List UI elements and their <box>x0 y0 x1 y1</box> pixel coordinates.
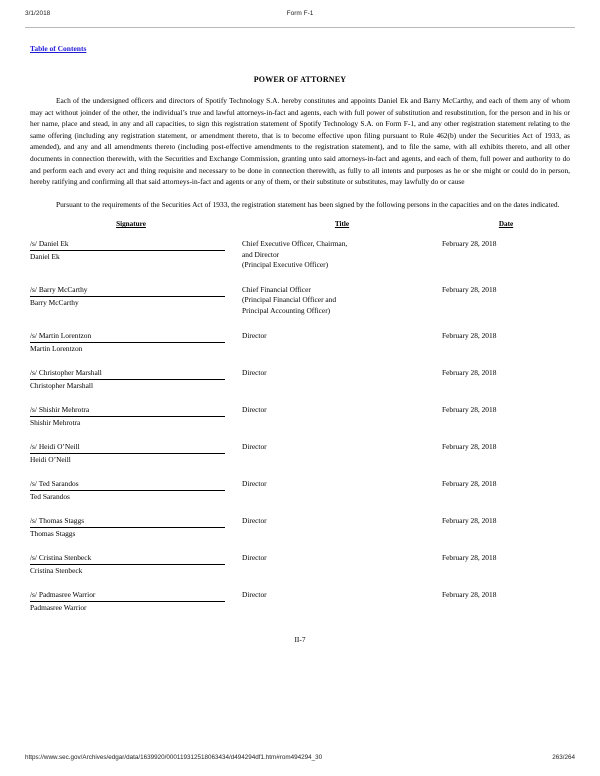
table-row <box>30 516 570 539</box>
signature-cell <box>30 368 232 391</box>
title-line: Director <box>242 441 267 451</box>
table-row-spacer <box>30 502 570 516</box>
date-cell: February 28, 2018 <box>442 330 497 340</box>
signature-script: /s/ Thomas Staggs <box>30 515 85 525</box>
print-header <box>25 10 575 24</box>
signature-line <box>30 601 225 602</box>
date-cell: February 28, 2018 <box>442 441 497 451</box>
table-row-spacer <box>30 576 570 590</box>
paragraph-securities-act: Pursuant to the requirements of the Securities Act of 1933, the registration statement has been signed by the following persons in the capacities and on the dates indicated. <box>56 199 560 209</box>
table-row-spacer <box>30 317 570 331</box>
column-gap <box>232 331 242 354</box>
signature-line <box>30 296 225 297</box>
signatory-name: Heidi O’Neill <box>30 454 71 464</box>
title-line: Director <box>242 330 267 340</box>
table-row <box>30 479 570 502</box>
date-cell: February 28, 2018 <box>442 515 497 525</box>
signature-script: /s/ Christopher Marshall <box>30 367 102 377</box>
document-page <box>30 38 570 644</box>
signature-line <box>30 527 225 528</box>
signature-script: /s/ Daniel Ek <box>30 238 69 248</box>
title-cell <box>242 331 442 354</box>
signatory-name: Ted Sarandos <box>30 491 70 501</box>
title-line: (Principal Financial Officer and <box>242 295 337 305</box>
title-line: Director <box>242 552 267 562</box>
print-footer-url: https://www.sec.gov/Archives/edgar/data/1639920/000119312518063434/d494294df1.htm#rom494294_30 <box>25 754 323 761</box>
signature-script: /s/ Shishir Mehrotra <box>30 404 90 414</box>
column-gap <box>232 516 242 539</box>
column-header-signature: Signature <box>116 220 146 229</box>
signature-script: /s/ Cristina Stenbeck <box>30 552 92 562</box>
table-row-spacer <box>30 271 570 285</box>
header-divider <box>25 27 575 28</box>
signatory-name: Martin Lorentzon <box>30 343 83 353</box>
title-line: Principal Accounting Officer) <box>242 305 331 315</box>
date-cell: February 28, 2018 <box>442 238 497 248</box>
signature-cell <box>30 516 232 539</box>
column-gap <box>232 368 242 391</box>
date-cell: February 28, 2018 <box>442 367 497 377</box>
signature-script: /s/ Heidi O’Neill <box>30 441 80 451</box>
column-gap <box>232 479 242 502</box>
column-header-gap <box>232 219 242 239</box>
table-row <box>30 331 570 354</box>
title-cell <box>242 368 442 391</box>
column-gap <box>232 285 242 317</box>
signature-table <box>30 219 570 612</box>
signature-line <box>30 342 225 343</box>
signature-script: /s/ Padmasree Warrior <box>30 589 96 599</box>
signatory-name: Shishir Mehrotra <box>30 417 81 427</box>
signature-cell <box>30 331 232 354</box>
signature-script: /s/ Martin Lorentzon <box>30 330 92 340</box>
column-gap <box>232 442 242 465</box>
table-row <box>30 590 570 613</box>
signature-cell <box>30 405 232 428</box>
signature-table-body <box>30 239 570 613</box>
page-title: POWER OF ATTORNEY <box>253 75 347 84</box>
table-row <box>30 285 570 317</box>
title-line: Director <box>242 404 267 414</box>
print-footer <box>25 754 575 766</box>
signature-cell <box>30 239 232 271</box>
date-cell: February 28, 2018 <box>442 404 497 414</box>
table-row <box>30 368 570 391</box>
signature-line <box>30 416 225 417</box>
signatory-name: Padmasree Warrior <box>30 602 87 612</box>
column-header-title: Title <box>334 220 350 229</box>
date-cell: February 28, 2018 <box>442 589 497 599</box>
column-gap <box>232 405 242 428</box>
signature-cell <box>30 553 232 576</box>
table-row-spacer <box>30 354 570 368</box>
signature-line <box>30 490 225 491</box>
column-gap <box>232 553 242 576</box>
page-number: II-7 <box>294 634 306 644</box>
date-cell: February 28, 2018 <box>442 284 497 294</box>
signatory-name: Christopher Marshall <box>30 380 94 390</box>
signatory-name: Daniel Ek <box>30 251 60 261</box>
title-line: Director <box>242 515 267 525</box>
title-cell <box>242 479 442 502</box>
signatory-name: Thomas Staggs <box>30 528 76 538</box>
signature-cell <box>30 442 232 465</box>
title-cell <box>242 590 442 613</box>
table-row <box>30 405 570 428</box>
signature-line <box>30 453 225 454</box>
date-cell: February 28, 2018 <box>442 552 497 562</box>
title-cell <box>242 442 442 465</box>
table-of-contents-link[interactable]: Table of Contents <box>30 44 87 53</box>
signature-script: /s/ Barry McCarthy <box>30 284 88 294</box>
signatory-name: Barry McCarthy <box>30 297 79 307</box>
table-row <box>30 239 570 271</box>
title-cell <box>242 553 442 576</box>
table-row <box>30 442 570 465</box>
date-cell: February 28, 2018 <box>442 478 497 488</box>
signature-cell <box>30 285 232 317</box>
table-row-spacer <box>30 428 570 442</box>
title-cell <box>242 285 442 317</box>
title-line: Chief Executive Officer, Chairman, <box>242 238 348 248</box>
title-cell <box>242 405 442 428</box>
signature-cell <box>30 479 232 502</box>
title-line: (Principal Executive Officer) <box>242 260 329 270</box>
table-row <box>30 553 570 576</box>
signature-line <box>30 250 225 251</box>
column-header-date: Date <box>498 220 514 229</box>
paragraph-power-of-attorney: Each of the undersigned officers and directors of Spotify Technology S.A. hereby constitutes and appoints Daniel Ek and Barry McCarthy, and each of them any of whom may act without joinder of the other, the individual’s true and lawful attorneys-in-fact and agents, each with full power of substitution and resubstitution, for the person and in his or her name, place and stead, in any and all capacities, to sign this registration statement of Spotify Technology S.A. on Form F-1, and any other registration statement relating to the same offering (including any registration statement, or amendment thereto, that is to become effective upon filing pursuant to Rule 462(b) under the Securities Act of 1933, as amended), and any and all amendments thereto (including post-effective amendments to the registration statement), and to file the same, with all exhibits thereto, and all other documents in connection therewith, with the Securities and Exchange Commission, granting unto said attorneys-in-fact and agents, and each of them, full power and authority to do and perform each and every act and thing requisite and necessary to be done in connection therewith, as fully to all intents and purposes as he or she might or could do in person, hereby ratifying and confirming all that said attorneys-in-fact and agents or any of them, or their substitute or substitutes, may lawfully do or cause <box>30 96 570 187</box>
print-footer-page-count: 263/264 <box>552 754 575 761</box>
title-cell <box>242 239 442 271</box>
signatory-name: Cristina Stenbeck <box>30 565 83 575</box>
title-cell <box>242 516 442 539</box>
print-header-date: 3/1/2018 <box>25 10 51 17</box>
table-row-spacer <box>30 465 570 479</box>
column-gap <box>232 239 242 271</box>
signature-script: /s/ Ted Sarandos <box>30 478 79 488</box>
signature-line <box>30 379 225 380</box>
title-line: and Director <box>242 249 280 259</box>
signature-line <box>30 564 225 565</box>
signature-table-header-row <box>30 219 570 239</box>
column-gap <box>232 590 242 613</box>
table-row-spacer <box>30 539 570 553</box>
print-header-doc-label: Form F-1 <box>286 10 314 17</box>
title-line: Chief Financial Officer <box>242 284 311 294</box>
title-line: Director <box>242 367 267 377</box>
signature-cell <box>30 590 232 613</box>
title-line: Director <box>242 478 267 488</box>
title-line: Director <box>242 589 267 599</box>
table-row-spacer <box>30 391 570 405</box>
